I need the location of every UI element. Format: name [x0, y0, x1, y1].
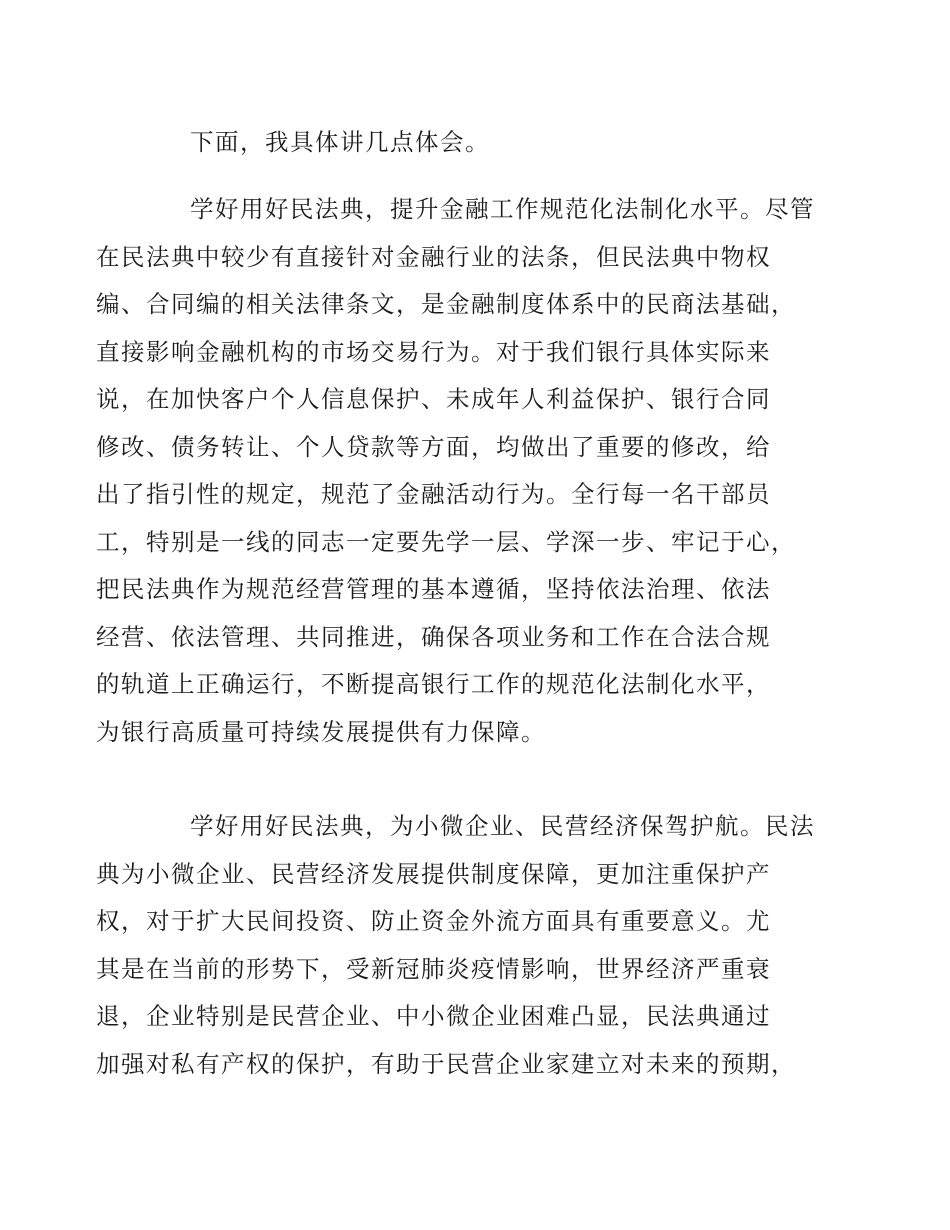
paragraph-line: 把民法典作为规范经营管理的基本遵循，坚持依法治理、依法 — [96, 575, 771, 603]
paragraph-line: 出了指引性的规定，规范了金融活动行为。全行每一名干部员 — [96, 480, 771, 508]
paragraph-line: 学好用好民法典，为小微企业、民营经济保驾护航。民法 — [190, 812, 815, 840]
paragraph-line: 说，在加快客户个人信息保护、未成年人利益保护、银行合同 — [96, 385, 771, 413]
paragraph-line: 经营、依法管理、共同推进，确保各项业务和工作在合法合规 — [96, 622, 771, 651]
paragraph-line: 工，特别是一线的同志一定要先学一层、学深一步、牢记于心， — [96, 527, 796, 556]
paragraph-civil-code-small-business — [96, 803, 823, 1088]
paragraph-civil-code-finance — [96, 186, 823, 756]
paragraph-line: 加强对私有产权的保护，有助于民营企业家建立对未来的预期， — [96, 1049, 796, 1078]
paragraph-line: 的轨道上正确运行，不断提高银行工作的规范化法制化水平， — [96, 670, 771, 698]
paragraph-line: 为银行高质量可持续发展提供有力保障。 — [96, 717, 546, 746]
paragraph-line: 权，对于扩大民间投资、防止资金外流方面具有重要意义。尤 — [96, 907, 771, 935]
paragraph-line: 典为小微企业、民营经济发展提供制度保障，更加注重保护产 — [96, 859, 771, 888]
paragraph-line: 在民法典中较少有直接针对金融行业的法条，但民法典中物权 — [96, 242, 771, 271]
paragraph-line: 编、合同编的相关法律条文，是金融制度体系中的民商法基础， — [96, 290, 796, 318]
paragraph-line: 修改、债务转让、个人贷款等方面，均做出了重要的修改，给 — [96, 432, 771, 461]
paragraph-line: 直接影响金融机构的市场交易行为。对于我们银行具体实际来 — [96, 337, 771, 366]
paragraph-line: 退，企业特别是民营企业、中小微企业困难凸显，民法典通过 — [96, 1002, 771, 1030]
paragraph-intro — [143, 119, 823, 167]
paragraph-line: 学好用好民法典，提升金融工作规范化法制化水平。尽管 — [190, 195, 815, 223]
paragraph-line: 其是在当前的形势下，受新冠肺炎疫情影响，世界经济严重衰 — [96, 954, 771, 983]
paragraph-line: 下面，我具体讲几点体会。 — [190, 128, 490, 156]
